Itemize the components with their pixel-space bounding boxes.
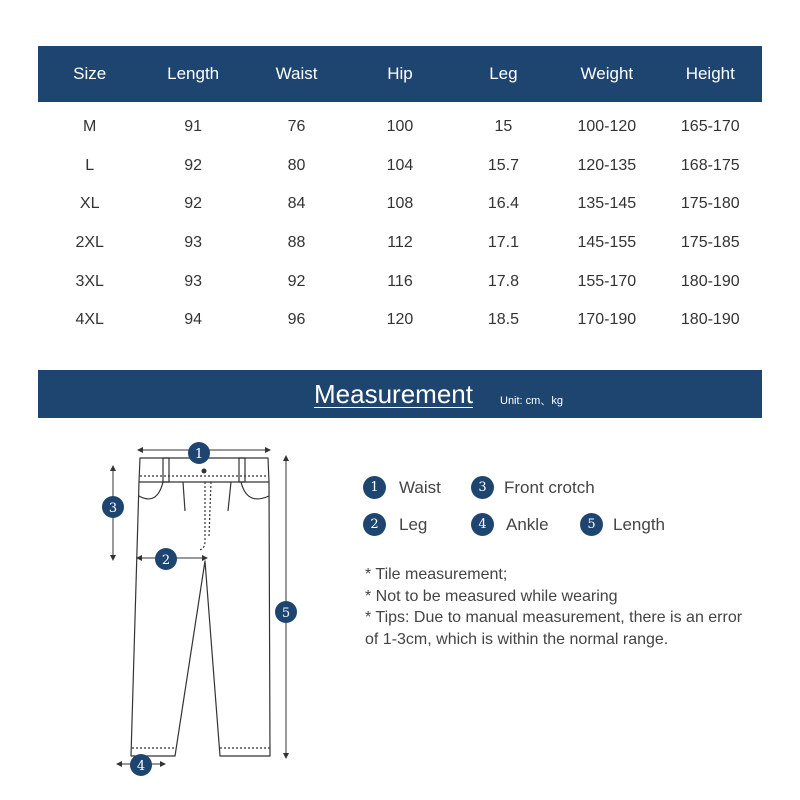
table-row bbox=[38, 224, 762, 263]
table-cell: 18.5 bbox=[487, 311, 519, 329]
header-length: Length bbox=[141, 46, 244, 102]
table-cell: 92 bbox=[287, 272, 306, 290]
table-cell: 112 bbox=[387, 234, 413, 252]
svg-text:3: 3 bbox=[108, 501, 118, 516]
note-line: * Not to be measured while wearing bbox=[365, 587, 618, 605]
table-cell: 96 bbox=[287, 311, 306, 329]
svg-text:5: 5 bbox=[281, 606, 291, 621]
table-cell: 17.1 bbox=[487, 234, 519, 252]
table-cell: 4XL bbox=[75, 311, 104, 329]
table-cell: 120-135 bbox=[577, 156, 637, 174]
svg-text:2: 2 bbox=[161, 553, 171, 568]
diagram-marker bbox=[102, 496, 124, 518]
header-height: Height bbox=[659, 46, 762, 102]
number-2-icon: 2 bbox=[363, 513, 386, 536]
table-row bbox=[38, 102, 762, 147]
table-cell: 168-175 bbox=[680, 156, 740, 174]
table-cell: 15 bbox=[494, 118, 513, 136]
legend-label: Front crotch bbox=[504, 477, 595, 497]
note-line: * Tile measurement; bbox=[365, 566, 508, 583]
table-cell: M bbox=[83, 118, 97, 136]
legend-label: Ankle bbox=[506, 514, 549, 534]
table-cell: 104 bbox=[386, 156, 414, 174]
table-cell: 92 bbox=[184, 195, 203, 213]
number-4-icon: 4 bbox=[471, 513, 494, 536]
table-cell: 155-170 bbox=[577, 272, 637, 290]
table-cell: 3XL bbox=[75, 272, 104, 290]
table-cell: 175-185 bbox=[680, 234, 740, 252]
table-row bbox=[38, 301, 762, 340]
table-cell: 2XL bbox=[75, 234, 104, 252]
number-1-icon: 1 bbox=[363, 476, 386, 499]
note-line: * Tips: Due to manual measurement, there is an error of 1-3cm, which is within the normal range. bbox=[365, 609, 743, 648]
table-row bbox=[38, 185, 762, 224]
header-hip: Hip bbox=[348, 46, 451, 102]
number-3-icon: 3 bbox=[471, 476, 494, 499]
table-cell: 180-190 bbox=[680, 272, 740, 290]
svg-text:4: 4 bbox=[136, 759, 146, 774]
table-cell: XL bbox=[79, 195, 100, 213]
diagram-marker bbox=[130, 754, 152, 776]
diagram-marker bbox=[188, 442, 210, 464]
header-waist: Waist bbox=[245, 46, 348, 102]
table-cell: 91 bbox=[184, 118, 203, 136]
table-cell: 84 bbox=[287, 195, 306, 213]
table-cell: 170-190 bbox=[577, 311, 637, 329]
table-cell: 80 bbox=[287, 156, 306, 174]
table-cell: 94 bbox=[184, 311, 203, 329]
table-cell: 175-180 bbox=[680, 195, 740, 213]
table-cell: 88 bbox=[287, 234, 306, 252]
diagram-marker bbox=[155, 548, 177, 570]
table-cell: 135-145 bbox=[577, 195, 637, 213]
size-chart-table bbox=[38, 46, 762, 340]
table-row bbox=[38, 262, 762, 301]
diagram-marker bbox=[275, 601, 297, 623]
table-cell: 17.8 bbox=[487, 272, 519, 290]
table-cell: 108 bbox=[386, 195, 414, 213]
legend-item-length bbox=[580, 513, 665, 536]
table-cell: 120 bbox=[386, 311, 414, 329]
legend-label: Length bbox=[613, 514, 665, 534]
legend-item-front-crotch bbox=[471, 476, 595, 499]
legend-item-waist bbox=[363, 476, 441, 499]
table-cell: L bbox=[85, 156, 95, 174]
table-cell: 100-120 bbox=[577, 118, 637, 136]
table-cell: 116 bbox=[387, 272, 413, 290]
table-cell: 16.4 bbox=[487, 195, 519, 213]
measurement-notes bbox=[365, 564, 745, 650]
header-weight: Weight bbox=[555, 46, 658, 102]
table-cell: 93 bbox=[184, 272, 203, 290]
measurement-unit: Unit: cm、kg bbox=[500, 395, 563, 407]
table-cell: 93 bbox=[184, 234, 203, 252]
measurement-banner bbox=[38, 370, 762, 418]
table-cell: 180-190 bbox=[680, 311, 740, 329]
table-cell: 76 bbox=[287, 118, 306, 136]
size-table-header-row bbox=[38, 46, 762, 102]
header-size: Size bbox=[38, 46, 141, 102]
table-cell: 100 bbox=[386, 118, 414, 136]
table-cell: 145-155 bbox=[577, 234, 637, 252]
header-leg: Leg bbox=[452, 46, 555, 102]
pants-diagram bbox=[95, 436, 315, 782]
legend-item-ankle bbox=[471, 513, 549, 536]
measurement-title: Measurement bbox=[314, 379, 473, 409]
table-cell: 92 bbox=[184, 156, 203, 174]
legend-item-leg bbox=[363, 513, 427, 536]
number-5-icon: 5 bbox=[580, 513, 603, 536]
legend-label: Waist bbox=[399, 477, 441, 497]
table-cell: 165-170 bbox=[680, 118, 740, 136]
table-row bbox=[38, 147, 762, 186]
legend-label: Leg bbox=[399, 514, 428, 534]
table-cell: 15.7 bbox=[487, 156, 519, 174]
svg-text:1: 1 bbox=[194, 447, 204, 462]
